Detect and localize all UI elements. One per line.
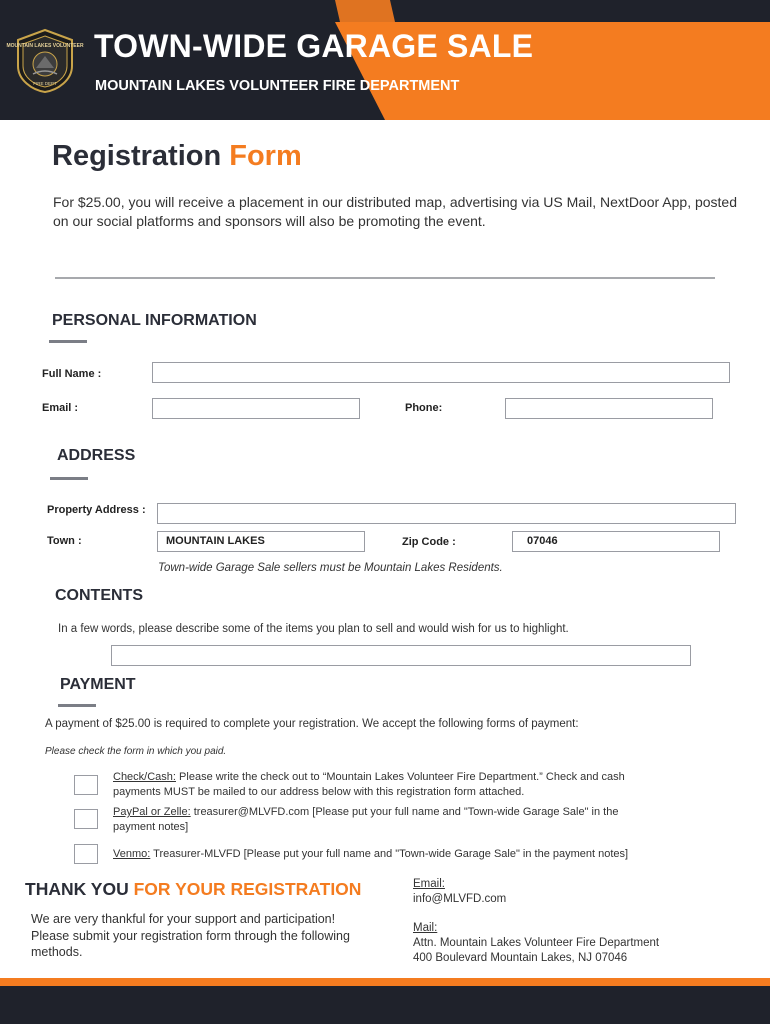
full-name-field[interactable]	[152, 362, 730, 383]
check-cash-method: Check/Cash:	[113, 771, 176, 783]
personal-info-heading: PERSONAL INFORMATION	[52, 312, 257, 329]
property-address-label: Property Address :	[47, 504, 146, 516]
mail-contact-label: Mail:	[413, 922, 438, 934]
town-value: MOUNTAIN LAKES	[166, 535, 265, 547]
venmo-text: Treasurer-MLVFD [Please put your full name and "Town-wide Garage Sale" in the payment notes]	[153, 848, 629, 860]
registration-title-main: Registration	[52, 140, 222, 172]
town-label: Town :	[47, 535, 82, 547]
page-subtitle: MOUNTAIN LAKES VOLUNTEER FIRE DEPARTMENT	[95, 78, 460, 94]
contents-field[interactable]	[111, 645, 691, 666]
thank-you-heading	[25, 879, 361, 900]
payment-heading: PAYMENT	[60, 676, 136, 693]
paypal-zelle-checkbox[interactable]	[74, 809, 98, 829]
full-name-label: Full Name :	[42, 368, 102, 380]
page-title: TOWN-WIDE GARAGE SALE	[94, 28, 534, 64]
zip-code-label: Zip Code :	[402, 536, 456, 548]
phone-label: Phone:	[405, 402, 443, 414]
venmo-checkbox[interactable]	[74, 844, 98, 864]
mail-address-line1: Attn. Mountain Lakes Volunteer Fire Department	[413, 937, 660, 949]
residency-note: Town-wide Garage Sale sellers must be Mountain Lakes Residents.	[158, 562, 503, 574]
thank-you-body: We are very thankful for your support and participation! Please submit your registration form through the following methods.	[31, 912, 350, 959]
email-label: Email :	[42, 402, 79, 414]
property-address-field[interactable]	[157, 503, 736, 524]
registration-intro: For $25.00, you will receive a placement in our distributed map, advertising via US Mail, NextDoor App, posted on our social platforms and sponsors will also be promoting the event.	[53, 194, 738, 229]
footer-bar	[0, 986, 770, 1024]
property-address-value	[158, 504, 735, 507]
email-contact-link[interactable]: info@MLVFD.com	[413, 893, 507, 905]
section-divider	[55, 277, 715, 279]
check-cash-checkbox[interactable]	[74, 775, 98, 795]
fire-department-badge-logo	[6, 28, 84, 94]
registration-form-title	[52, 140, 302, 173]
registration-title-accent: Form	[229, 140, 302, 172]
email-field[interactable]	[152, 398, 360, 419]
contents-heading: CONTENTS	[55, 587, 143, 604]
paypal-zelle-method: PayPal or Zelle:	[113, 806, 191, 818]
contents-value	[112, 646, 690, 649]
full-name-value	[153, 363, 729, 366]
contents-prompt: In a few words, please describe some of the items you plan to sell and would wish for us to highlight.	[58, 623, 569, 635]
paypal-zelle-text-line2: payment notes]	[113, 820, 189, 833]
heading-underline	[49, 340, 87, 343]
address-heading: ADDRESS	[57, 447, 136, 464]
venmo-option	[113, 847, 763, 862]
venmo-method: Venmo:	[113, 848, 151, 860]
heading-underline	[50, 477, 88, 480]
email-value	[153, 399, 359, 402]
footer-accent-bar	[0, 978, 770, 986]
email-contact-label: Email:	[413, 878, 445, 890]
badge-text-top: MOUNTAIN LAKES VOLUNTEER	[6, 43, 84, 49]
badge-text-bottom: FIRE DEPT	[33, 81, 57, 86]
payment-instruction: Please check the form in which you paid.	[45, 746, 227, 757]
check-cash-option	[113, 770, 753, 799]
paypal-zelle-option	[113, 805, 753, 834]
paypal-zelle-text-line1: treasurer@MLVFD.com [Please put your full name and "Town-wide Garage Sale" in the	[193, 806, 619, 818]
check-cash-text-line2: payments MUST be mailed to our address below with this registration form attached.	[113, 785, 525, 798]
phone-field[interactable]	[505, 398, 713, 419]
thank-you-main: THANK YOU	[25, 879, 129, 899]
thank-you-accent: FOR YOUR REGISTRATION	[133, 879, 362, 899]
check-cash-text-line1: Please write the check out to “Mountain Lakes Volunteer Fire Department.” Check and cash	[179, 771, 625, 783]
mail-address-line2: 400 Boulevard Mountain Lakes, NJ 07046	[413, 952, 628, 964]
phone-value	[506, 399, 712, 402]
town-field[interactable]	[157, 531, 365, 552]
zip-code-value: 07046	[527, 535, 558, 547]
payment-intro: A payment of $25.00 is required to complete your registration. We accept the following forms of payment:	[45, 718, 579, 730]
zip-code-field[interactable]	[512, 531, 720, 552]
heading-underline	[58, 704, 96, 707]
